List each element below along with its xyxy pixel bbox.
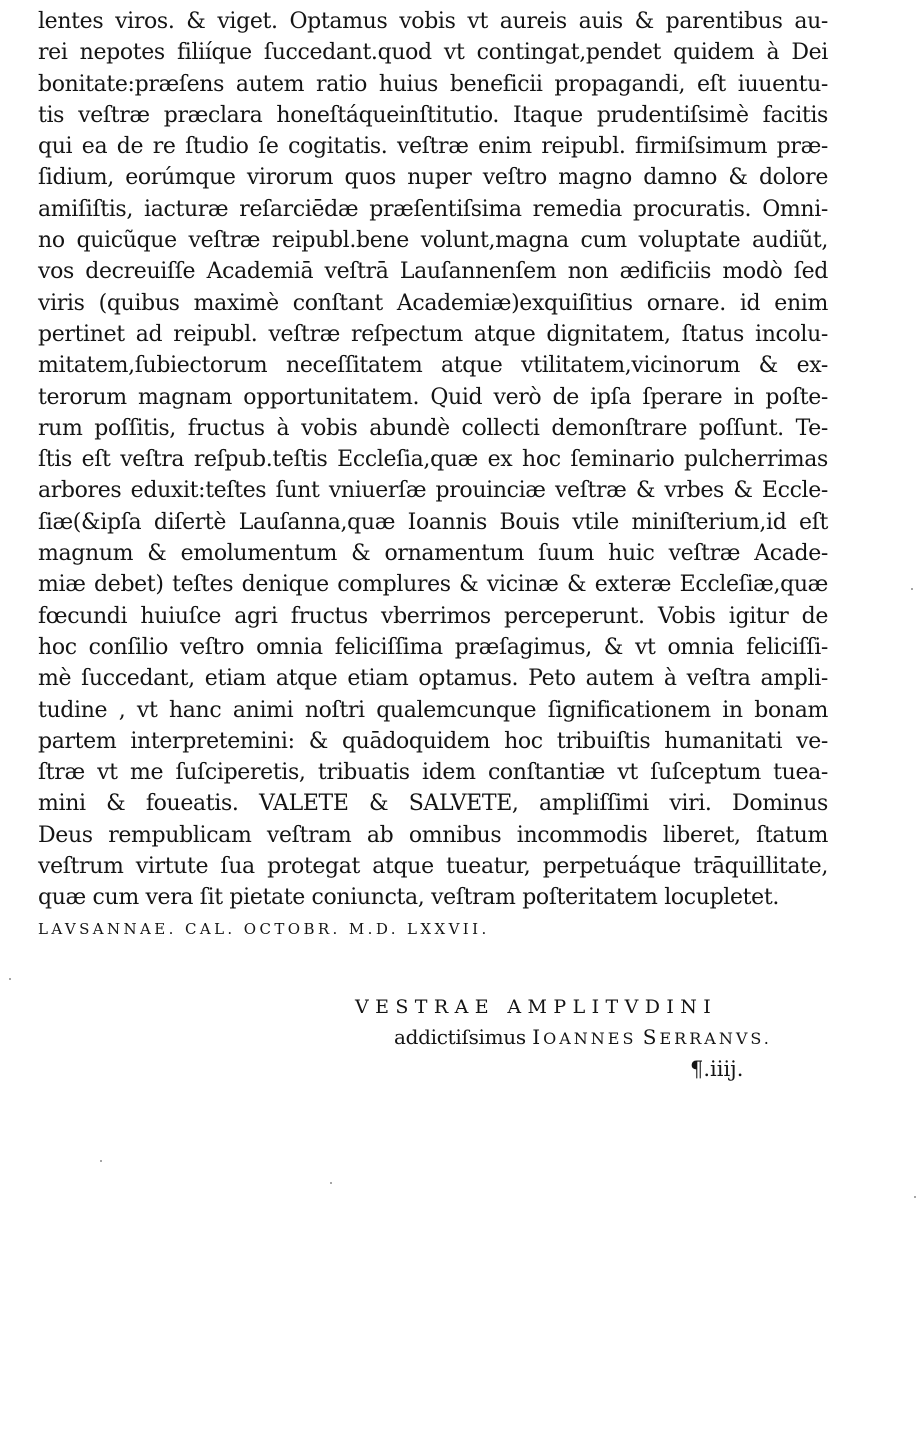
- paper-speck: [914, 1196, 916, 1198]
- text-line: no quicũque veſtræ reipubl.bene volunt,magna cum voluptate audiũt,: [38, 228, 828, 254]
- text-line: ſiæ(&ipſa diſertè Lauſanna,quæ Ioannis Bouis vtile miniſterium,id eſt: [38, 509, 828, 535]
- text-line: bonitate:præſens autem ratio huius beneficii propagandi, eſt iuuentu-: [38, 71, 828, 97]
- text-line: ſtræ vt me ſuſciperetis, tribuatis idem conſtantiæ vt ſuſceptum tuea-: [38, 760, 828, 786]
- paper-speck: [911, 588, 913, 590]
- text-line: ſtis eſt veſtra reſpub.teſtis Eccleſia,quæ ex hoc ſeminario pulcherrimas: [38, 447, 828, 473]
- dateline: LAVSANNAE. CAL. OCTOBR. M.D. LXXVII.: [38, 920, 490, 938]
- text-line: qui ea de re ſtudio ſe cogitatis. veſtræ enim reipubl. firmiſsimum præ-: [38, 134, 828, 160]
- text-line: quæ cum vera ſit pietate coniuncta, veſtram poſteritatem locupletet.: [38, 885, 779, 911]
- author-first-name: IOANNES: [532, 1025, 637, 1049]
- text-line: fœcundi huiuſce agri fructus vberrimos perceperunt. Vobis igitur de: [38, 603, 828, 629]
- gathering-signature: ¶.iiij.: [690, 1057, 744, 1081]
- text-line: pertinet ad reipubl. veſtræ reſpectum atque dignitatem, ſtatus incolu-: [38, 321, 828, 347]
- text-line: tudine , vt hanc animi noſtri qualemcunque ſignificationem in bonam: [38, 697, 828, 723]
- text-line: terorum magnam opportunitatem. Quid verò de ipſa ſperare in poſte-: [38, 384, 828, 410]
- text-line: ſidium, eorúmque virorum quos nuper veſtro magno damno & dolore: [38, 165, 828, 191]
- text-line: vos decreuiſſe Academiā veſtrā Lauſannenſem non ædificiis modò ſed: [38, 259, 828, 285]
- text-line: viris (quibus maximè conſtant Academiæ)exquiſitius ornare. id enim: [38, 290, 828, 316]
- author-last-name: SERRANVS.: [642, 1025, 772, 1049]
- salutation: VESTRAE AMPLITVDINI: [355, 996, 718, 1018]
- author-epithet: addictiſsimus: [394, 1025, 526, 1049]
- text-line: mè ſuccedant, etiam atque etiam optamus. Peto autem à veſtra ampli-: [38, 666, 828, 692]
- text-line: mini & foueatis. VALETE & SALVETE, ampliſſimi viri. Dominus: [38, 791, 828, 817]
- text-line: amiſiſtis, iacturæ reſarciēdæ præſentiſsima remedia procuratis. Omni-: [38, 196, 828, 222]
- text-line: arbores eduxit:teſtes ſunt vniuerſæ prouinciæ veſtræ & vrbes & Eccle-: [38, 478, 828, 504]
- text-line: rum poſſitis, fructus à vobis abundè collecti demonſtrare poſſunt. Te-: [38, 415, 828, 441]
- text-line: rei nepotes filiíque ſuccedant.quod vt contingat,pendet quidem à Dei: [38, 40, 828, 66]
- text-line: tis veſtræ præclara honeſtáqueinſtitutio. Itaque prudentiſsimè facitis: [38, 102, 828, 128]
- text-line: veſtrum virtute ſua protegat atque tueatur, perpetuáque trāquillitate,: [38, 854, 828, 880]
- paper-speck: [330, 1182, 332, 1184]
- text-line: Deus rempublicam veſtram ab omnibus incommodis liberet, ſtatum: [38, 822, 828, 848]
- signature-block: [355, 992, 825, 1054]
- text-line: mitatem,ſubiectorum neceſſitatem atque vtilitatem,vicinorum & ex-: [38, 353, 828, 379]
- text-line: magnum & emolumentum & ornamentum ſuum huic veſtræ Acade-: [38, 541, 828, 567]
- text-line: miæ debet) teſtes denique complures & vicinæ & exteræ Eccleſiæ,quæ: [38, 572, 828, 598]
- text-line: hoc conſilio veſtro omnia feliciſſima præſagimus, & vt omnia feliciſſi-: [38, 634, 828, 660]
- text-line: lentes viros. & viget. Optamus vobis vt aureis auis & parentibus au-: [38, 9, 828, 34]
- paper-speck: [9, 978, 11, 980]
- letter-body: [38, 6, 828, 914]
- author-line: [394, 1022, 825, 1054]
- text-line: partem interpretemini: & quādoquidem hoc tribuiſtis humanitati ve-: [38, 728, 828, 754]
- paper-speck: [100, 1160, 102, 1162]
